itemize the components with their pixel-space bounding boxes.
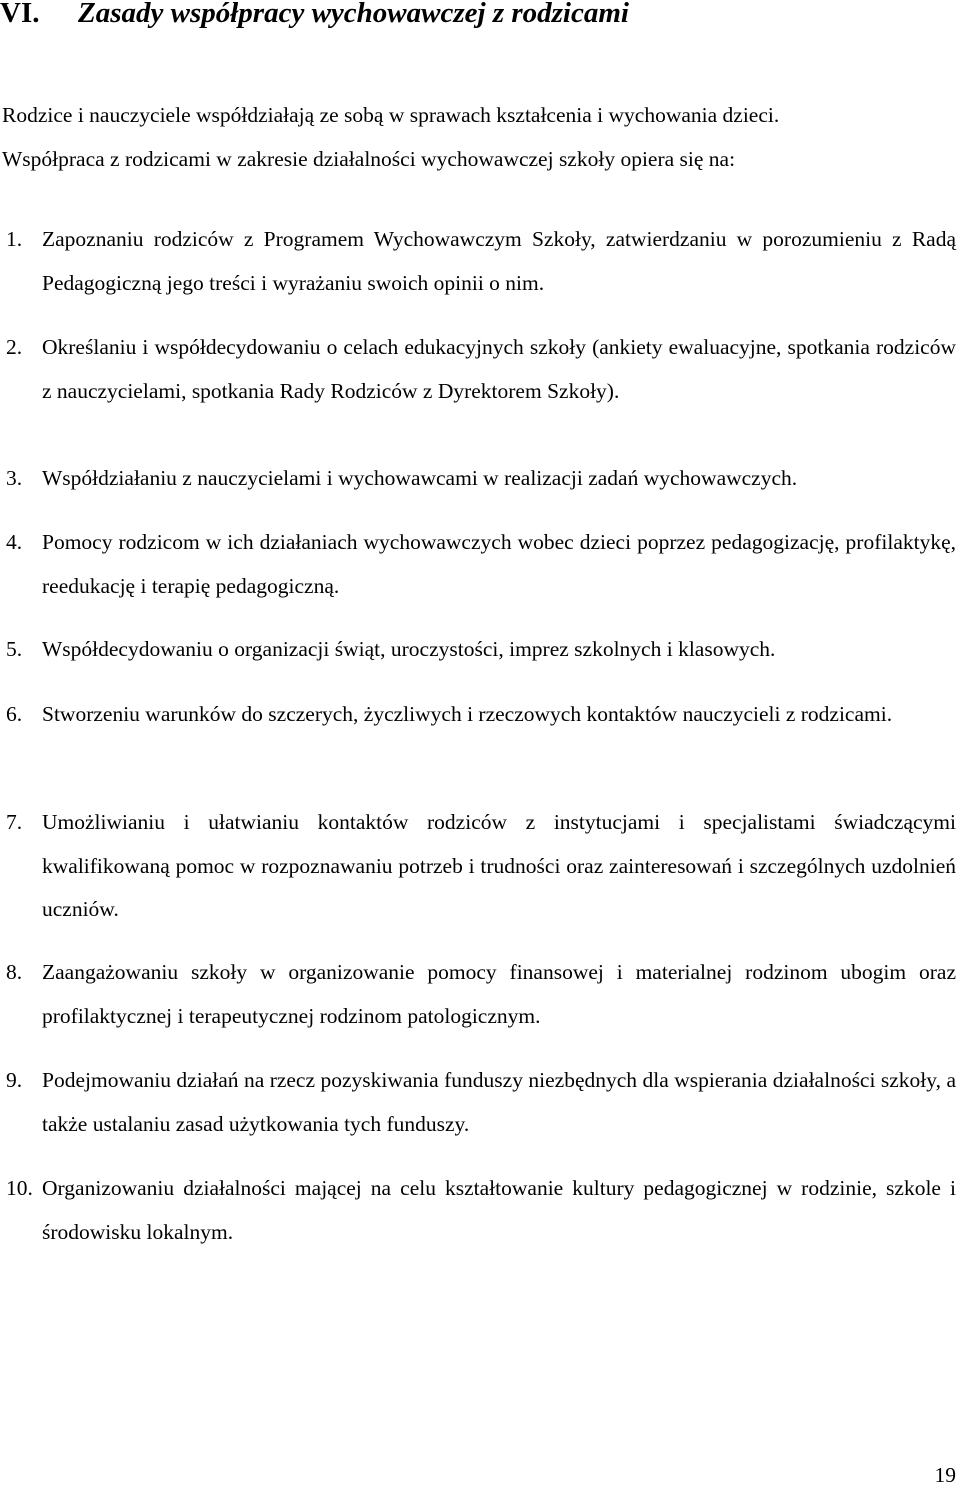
list-item-text: Zaangażowaniu szkoły w organizowanie pomocy finansowej i materialnej rodzinom ubogim oraz profilaktycznej i terapeutycznej rodzinom patologicznym. xyxy=(42,960,956,1028)
list-item-number: 8. xyxy=(6,960,23,984)
list-item-number: 9. xyxy=(6,1068,23,1092)
list-item xyxy=(6,1059,956,1146)
intro-line: Współpraca z rodzicami w zakresie działalności wychowawczej szkoły opiera się na: xyxy=(2,146,736,171)
list-item-text: Pomocy rodzicom w ich działaniach wychowawczych wobec dzieci poprzez pedagogizację, profilaktykę, reedukację i terapię pedagogiczną. xyxy=(42,530,956,598)
list-item xyxy=(6,457,956,501)
list-item xyxy=(6,1167,956,1254)
intro-paragraph xyxy=(2,94,952,181)
page-number: 19 xyxy=(934,1463,956,1487)
list-item-text: Organizowaniu działalności mającej na celu kształtowanie kultury pedagogicznej w rodzinie, szkole i środowisku lokalnym. xyxy=(42,1176,956,1244)
list-item xyxy=(6,521,956,608)
list-item xyxy=(6,326,956,413)
section-heading xyxy=(0,0,629,30)
list-item-number: 1. xyxy=(6,227,23,251)
list-item xyxy=(6,218,956,305)
list-item-number: 10. xyxy=(6,1176,33,1200)
list-item xyxy=(6,693,956,737)
list-item-text: Określaniu i współdecydowaniu o celach edukacyjnych szkoły (ankiety ewaluacyjne, spotkania rodziców z nauczycielami, spotkania Rady Rodziców z Dyrektorem Szkoły). xyxy=(42,335,956,403)
list-item-number: 6. xyxy=(6,702,23,726)
list-item-text: Umożliwianiu i ułatwianiu kontaktów rodziców z instytucjami i specjalistami świadczącymi kwalifikowaną pomoc w rozpoznawaniu potrzeb i trudności oraz zainteresowań i szczególnych uzdolnień uczniów. xyxy=(42,810,956,921)
list-item-text: Współdziałaniu z nauczycielami i wychowawcami w realizacji zadań wychowawczych. xyxy=(42,466,798,490)
list-item-number: 4. xyxy=(6,530,23,554)
list-item xyxy=(6,951,956,1038)
list-item-number: 7. xyxy=(6,810,23,834)
list-item xyxy=(6,801,956,932)
list-item-number: 5. xyxy=(6,637,23,661)
list-item-number: 2. xyxy=(6,335,23,359)
list-item xyxy=(6,628,956,672)
list-item-text: Współdecydowaniu o organizacji świąt, uroczystości, imprez szkolnych i klasowych. xyxy=(42,637,776,661)
list-item-number: 3. xyxy=(6,466,23,490)
list-item-text: Stworzeniu warunków do szczerych, życzliwych i rzeczowych kontaktów nauczycieli z rodzicami. xyxy=(42,702,893,726)
section-number: VI. xyxy=(0,0,40,29)
section-title: Zasady współpracy wychowawczej z rodzicami xyxy=(78,0,629,29)
intro-line: Rodzice i nauczyciele współdziałają ze sobą w sprawach kształcenia i wychowania dzieci. xyxy=(2,103,780,127)
list-item-text: Zapoznaniu rodziców z Programem Wychowawczym Szkoły, zatwierdzaniu w porozumieniu z Radą Pedagogiczną jego treści i wyrażaniu swoich opinii o nim. xyxy=(42,227,956,295)
list-item-text: Podejmowaniu działań na rzecz pozyskiwania funduszy niezbędnych dla wspierania działalności szkoły, a także ustalaniu zasad użytkowania tych funduszy. xyxy=(42,1068,956,1136)
